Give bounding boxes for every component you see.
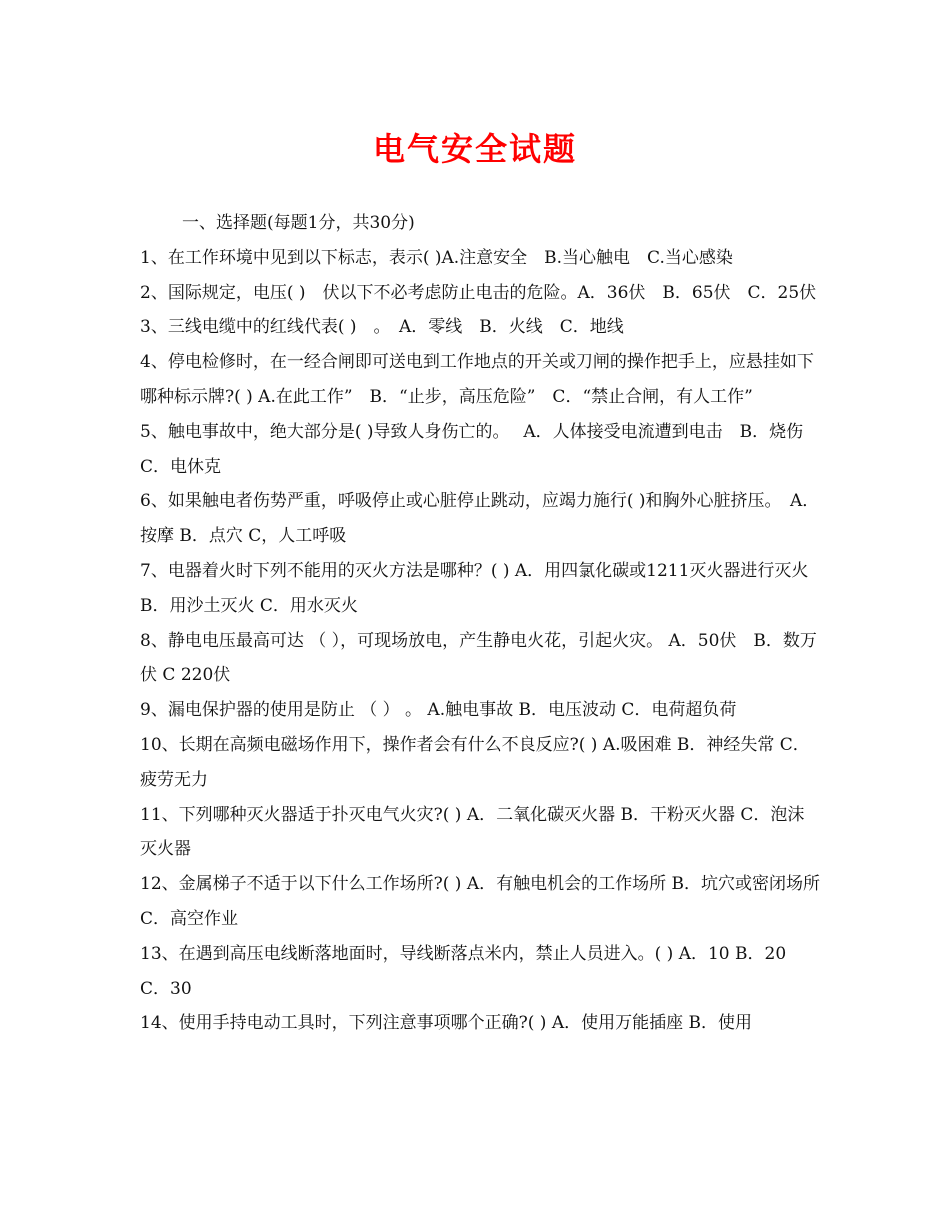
question-11: 11、下列哪种灭火器适于扑灭电气火灾?( ) A．二氧化碳灭火器 B．干粉灭火器 C．泡沫灭火器 [140, 804, 805, 860]
question-list [140, 206, 820, 1041]
question-7: 7、电器着火时下列不能用的灭火方法是哪种？( ) A．用四氯化碳或1211灭火器进行灭火 B．用沙土灭火 C．用水灭火 [140, 560, 809, 616]
question-2: 2、国际规定，电压( ) 伏以下不必考虑防止电击的危险。A．36伏 B．65伏 C．25伏 [140, 282, 817, 303]
question-5: 5、触电事故中，绝大部分是( )导致人身伤亡的。 A．人体接受电流遭到电击 B．烧伤 C．电休克 [140, 421, 804, 477]
question-10: 10、长期在高频电磁场作用下，操作者会有什么不良反应?( ) A.吸困难 B．神经失常 C．疲劳无力 [140, 734, 810, 790]
question-6: 6、如果触电者伤势严重，呼吸停止或心脏停止跳动，应竭力施行( )和胸外心脏挤压。 A．按摩 B．点穴 C，人工呼吸 [140, 491, 820, 547]
question-9: 9、漏电保护器的使用是防止 （ ） 。 A.触电事故 B．电压波动 C．电荷超负荷 [140, 700, 737, 721]
question-4: 4、停电检修时，在一经合闸即可送电到工作地点的开关或刀闸的操作把手上，应悬挂如下哪种标示牌?( ) A.在此工作” B．“止步，高压危险” C．“禁止合闸，有人工作” [140, 352, 814, 407]
document-title: 电气安全试题 [372, 130, 577, 168]
question-12: 12、金属梯子不适于以下什么工作场所?( ) A．有触电机会的工作场所 B．坑穴或密闭场所 C．高空作业 [140, 874, 820, 929]
question-13: 13、在遇到高压电线断落地面时，导线断落点米内，禁止人员进入。( ) A．10 B．20 C．30 [140, 943, 787, 999]
question-3: 3、三线电缆中的红线代表( ) 。 A．零线 B．火线 C．地线 [140, 317, 624, 338]
section-heading: 一、选择题(每题1分，共30分) [182, 213, 415, 233]
question-1: 1、在工作环境中见到以下标志，表示( )A.注意安全 B.当心触电 C.当心感染 [140, 247, 733, 268]
question-8: 8、静电电压最高可达 （ ），可现场放电，产生静电火花，引起火灾。 A．50伏 B．数万伏 C 220伏 [140, 630, 817, 686]
question-14: 14、使用手持电动工具时，下列注意事项哪个正确?( ) A．使用万能插座 B．使用 [140, 1013, 752, 1034]
